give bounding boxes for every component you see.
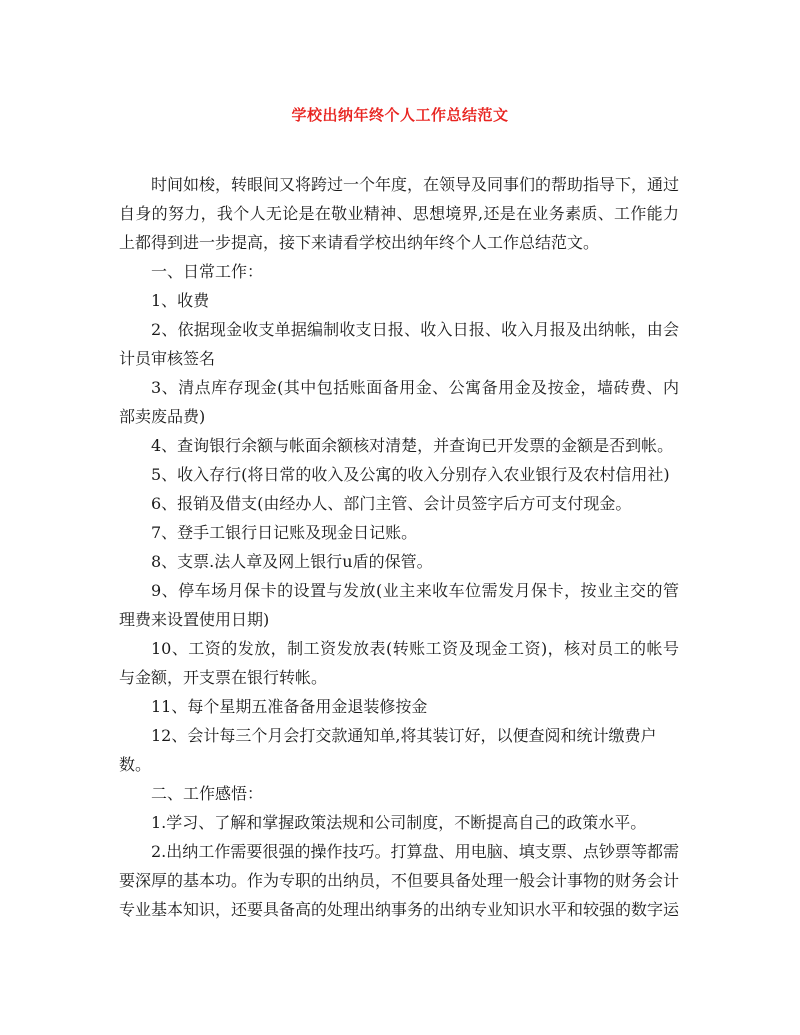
list-item-3: 3、清点库存现金(其中包括账面备用金、公寓备用金及按金，墙砖费、内部卖废品费) — [119, 378, 679, 426]
insight-item-2: 2.出纳工作需要很强的操作技巧。打算盘、用电脑、填支票、点钞票等都需要深厚的基本功。作为专职的出纳员，不但要具备处理一般会计事物的财务会计专业基本知识，还要具备高的处理出纳事务的出纳专业知识水平和较强的数字运 — [119, 842, 680, 919]
list-item-4: 4、查询银行余额与帐面余额核对清楚，并查询已开发票的金额是否到帐。 — [151, 436, 674, 455]
document-title: 学校出纳年终个人工作总结范文 — [291, 106, 509, 124]
list-item-12: 12、会计每三个月会打交款通知单,将其装订好，以便查阅和统计缴费户数。 — [119, 726, 657, 774]
document-body — [119, 170, 679, 924]
list-item-6: 6、报销及借支(由经办人、部门主管、会计员签字后方可支付现金。 — [151, 494, 632, 513]
section-heading-work-insights: 二、工作感悟： — [151, 784, 264, 803]
list-item-10: 10、工资的发放，制工资发放表(转账工资及现金工资)，核对员工的帐号与金额，开支票在银行转帐。 — [119, 639, 679, 687]
section-heading-daily-work: 一、日常工作： — [151, 262, 264, 281]
list-item-5: 5、收入存行(将日常的收入及公寓的收入分别存入农业银行及农村信用社) — [151, 465, 670, 484]
list-item-11: 11、每个星期五准备备用金退装修按金 — [151, 697, 428, 716]
list-item-7: 7、登手工银行日记账及现金日记账。 — [151, 523, 418, 542]
intro-paragraph: 时间如梭，转眼间又将跨过一个年度，在领导及同事们的帮助指导下，通过自身的努力，我个人无论是在敬业精神、思想境界,还是在业务素质、工作能力上都得到进一步提高，接下来请看学校出纳年终个人工作总结范文。 — [119, 175, 680, 252]
insight-item-1: 1.学习、了解和掌握政策法规和公司制度，不断提高自己的政策水平。 — [151, 813, 647, 832]
list-item-1: 1、收费 — [151, 291, 210, 310]
list-item-8: 8、支票.法人章及网上银行u盾的保管。 — [151, 552, 433, 571]
list-item-2: 2、依据现金收支单据编制收支日报、收入日报、收入月报及出纳帐，由会计员审核签名 — [119, 320, 679, 368]
list-item-9: 9、停车场月保卡的设置与发放(业主来收车位需发月保卡，按业主交的管理费来设置使用日期) — [119, 581, 679, 629]
